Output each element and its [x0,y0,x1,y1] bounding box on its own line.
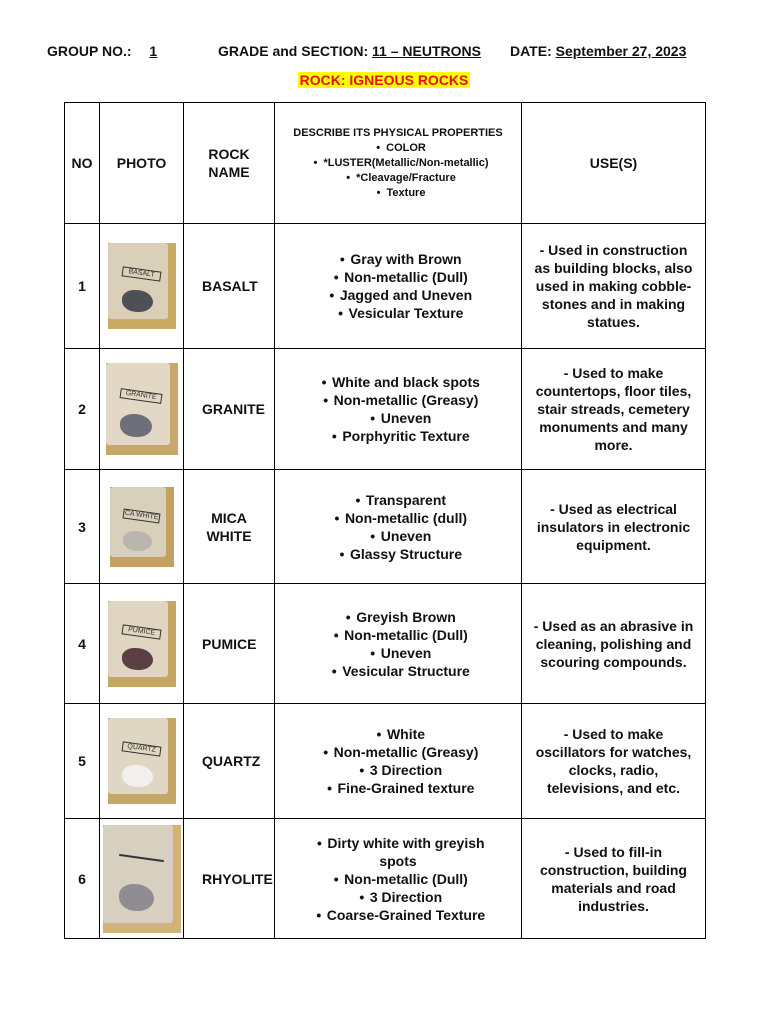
row-number: 4 [65,584,100,704]
property-item: • Vesicular Texture [305,304,491,322]
rock-uses-cell [522,704,706,819]
bag-label: BASALT [121,266,161,281]
rock-uses-cell [522,819,706,939]
property-item: • Fine-Grained texture [305,779,491,797]
table-row [65,349,706,470]
rock-properties [275,224,522,349]
rock-uses-cell [522,224,706,349]
rock-uses: - Used to make oscillators for watches, clocks, radio, televisions, and etc. [522,725,705,797]
properties-item: • COLOR [275,141,521,156]
rock-photo [103,825,181,933]
date-label: DATE: [510,43,552,59]
row-number: 6 [65,819,100,939]
rock-uses: - Used as an abrasive in cleaning, polishing and scouring compounds. [522,617,705,671]
property-item: • 3 Direction [305,888,491,906]
property-item: • 3 Direction [305,761,491,779]
grade-section [218,43,481,59]
row-number: 5 [65,704,100,819]
property-item: • White and black spots [305,373,491,391]
rock-properties [275,470,522,584]
property-item: • Glassy Structure [305,545,491,563]
rock-uses: - Used as electrical insulators in electronic equipment. [522,500,705,554]
properties-title: DESCRIBE ITS PHYSICAL PROPERTIES [293,126,503,139]
rock-photo [108,243,176,329]
property-item: • Uneven [305,527,491,545]
grade-value: 11 – NEUTRONS [372,43,481,59]
property-item: • Non-metallic (dull) [305,509,491,527]
rock-photo-cell [100,470,184,584]
property-item: • Porphyritic Texture [305,427,491,445]
rock-photo-cell [100,704,184,819]
rock-name: QUARTZ [184,704,275,819]
group-label: GROUP NO.: [47,43,132,59]
bag-label: GRANITE [119,388,162,404]
table-row [65,470,706,584]
rock-uses-cell [522,584,706,704]
property-item: • Non-metallic (Dull) [305,268,491,286]
table-row [65,819,706,939]
properties-item: • Texture [275,186,521,201]
property-item: • Non-metallic (Greasy) [305,391,491,409]
rocks-table [64,102,706,939]
rock-uses: - Used in construction as building blocks, also used in making cobble-stones and in making statues. [522,241,705,331]
rock-photo-cell [100,224,184,349]
row-number: 2 [65,349,100,470]
rock-photo-cell [100,819,184,939]
rock-uses: - Used to fill-in construction, building materials and road industries. [522,843,705,915]
table-row [65,224,706,349]
rock-photo [108,718,176,804]
rock-photo [108,601,176,687]
table-row [65,584,706,704]
rock-name: MICA WHITE [184,470,275,584]
group-number [47,43,171,59]
row-number: 1 [65,224,100,349]
table-row [65,704,706,819]
property-item: • Greyish Brown [305,608,491,626]
rock-photo [110,487,174,567]
col-header-name: ROCK NAME [184,103,275,224]
rock-sample [122,765,153,787]
grade-label: GRADE and SECTION: [218,43,369,59]
rock-name: PUMICE [184,584,275,704]
rock-sample [119,884,154,911]
property-item: • Vesicular Structure [305,662,491,680]
property-item: • Dirty white with greyish spots [305,834,491,870]
rock-sample [122,648,153,670]
rock-uses-cell [522,349,706,470]
col-header-photo: PHOTO [100,103,184,224]
properties-item: • *Cleavage/Fracture [275,171,521,186]
bag-label: PUMICE [121,624,161,639]
col-header-uses: USE(S) [522,103,706,224]
date-value: September 27, 2023 [555,43,687,59]
rock-properties [275,819,522,939]
rock-properties [275,584,522,704]
property-item: • Non-metallic (Dull) [305,626,491,644]
rock-properties [275,349,522,470]
group-value: 1 [149,43,158,59]
property-item: • Uneven [305,409,491,427]
property-item: • Transparent [305,491,491,509]
col-header-properties [275,103,522,224]
property-item: • White [305,725,491,743]
property-item: • Non-metallic (Greasy) [305,743,491,761]
bag-label: CA WHITE [122,508,160,523]
properties-item: • *LUSTER(Metallic/Non-metallic) [275,156,521,171]
rock-name: GRANITE [184,349,275,470]
property-item: • Jagged and Uneven [305,286,491,304]
rock-photo-cell [100,349,184,470]
rock-photo [106,363,178,455]
bag-label: QUARTZ [121,741,161,756]
date [510,43,686,59]
row-number: 3 [65,470,100,584]
page-title: ROCK: IGNEOUS ROCKS [299,72,469,88]
rock-name: RHYOLITE [184,819,275,939]
property-item: • Non-metallic (Dull) [305,870,491,888]
rock-name: BASALT [184,224,275,349]
table-header-row [65,103,706,224]
property-item: • Uneven [305,644,491,662]
rock-photo-cell [100,584,184,704]
rock-uses: - Used to make countertops, floor tiles, stair streads, cemetery monuments and many more. [522,364,705,454]
rock-sample [123,531,152,551]
rock-sample [122,290,153,312]
property-item: • Gray with Brown [305,250,491,268]
col-header-no: NO [65,103,100,224]
rock-properties [275,704,522,819]
rock-uses-cell [522,470,706,584]
rock-sample [120,414,152,437]
property-item: • Coarse-Grained Texture [305,906,491,924]
